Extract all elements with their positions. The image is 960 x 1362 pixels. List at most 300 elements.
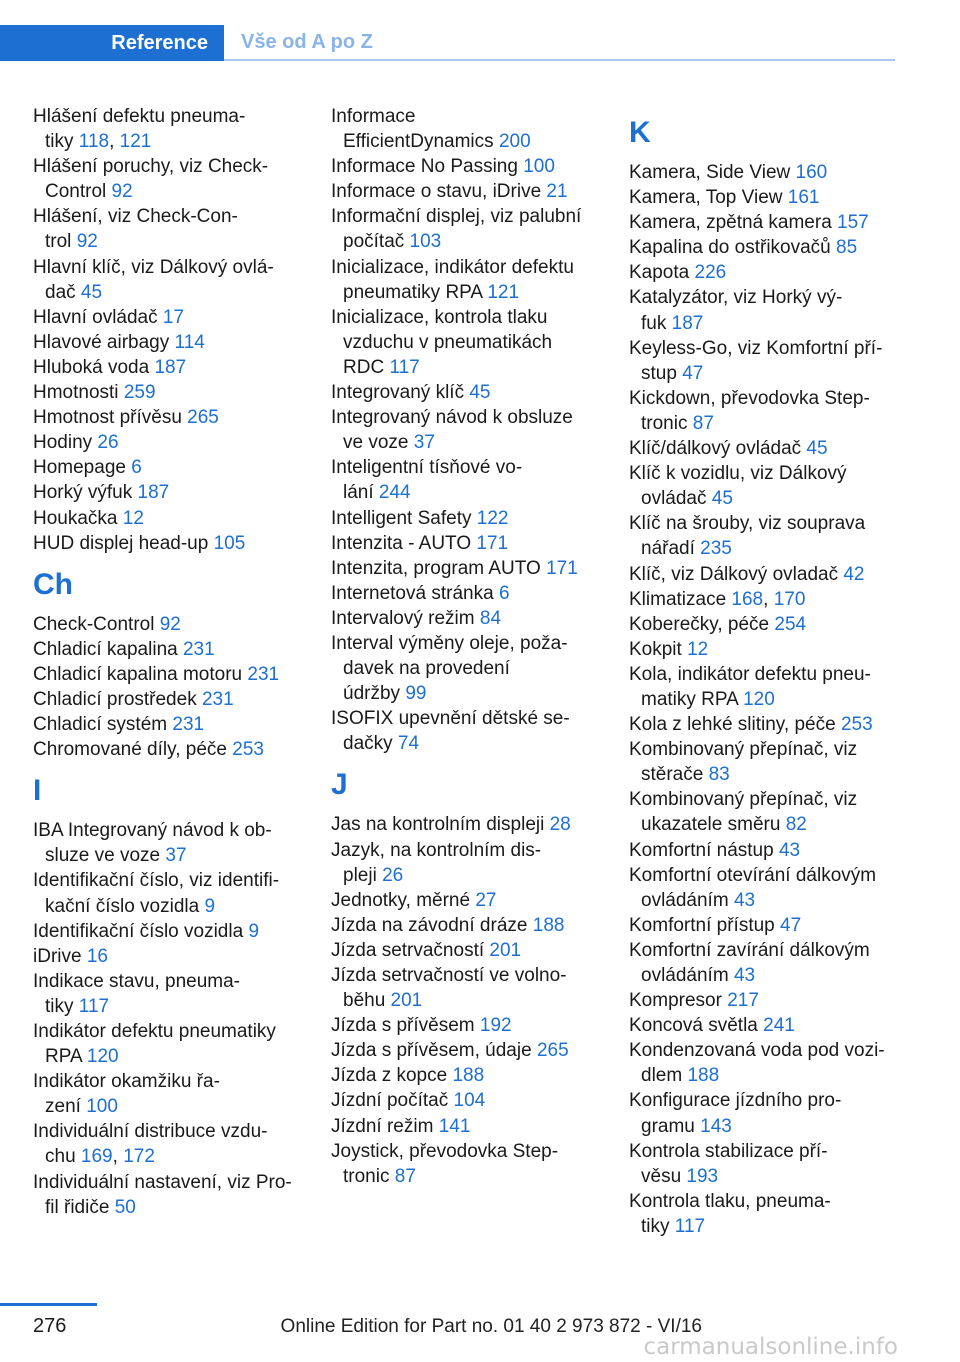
page-reference-link[interactable]: 172	[123, 1146, 155, 1168]
entry-text: běhu	[343, 990, 391, 1012]
entry-text: Houkačka	[33, 507, 123, 529]
entry-text: Hmotnost přívěsu	[33, 407, 188, 429]
page-reference-link[interactable]: 26	[382, 864, 404, 886]
page-reference-link[interactable]: 201	[390, 990, 423, 1012]
page-reference-link[interactable]: 265	[536, 1040, 569, 1062]
page-reference-link[interactable]: 47	[682, 362, 704, 384]
entry-text: věsu	[641, 1165, 687, 1187]
entry-text: Indikátor defektu pneumatiky	[33, 1021, 276, 1042]
page-reference-link[interactable]: 84	[479, 607, 502, 629]
index-entry	[33, 455, 308, 480]
index-entry	[33, 637, 308, 662]
page-reference-link[interactable]: 231	[172, 714, 205, 736]
page-reference-link[interactable]: 170	[773, 588, 806, 610]
entry-text: Hlášení poruchy, viz Check-	[33, 156, 269, 178]
tab-all-a-to-z[interactable]: Vše od A po Z	[224, 25, 895, 61]
entry-text: počítač	[343, 231, 410, 253]
index-entry	[331, 838, 606, 888]
page-reference-link[interactable]: 42	[843, 563, 865, 585]
index-entry	[331, 305, 606, 380]
index-entry	[33, 662, 308, 687]
entry-text: údržby	[343, 683, 406, 705]
edition-note: Online Edition for Part no. 01 40 2 973 872 - VI/16	[280, 1316, 702, 1337]
page-reference-link[interactable]: 45	[469, 382, 491, 404]
entry-text: Jízda s přívěsem	[331, 1015, 480, 1037]
page-reference-link[interactable]: 12	[122, 507, 144, 529]
page-reference-link[interactable]: 241	[763, 1015, 795, 1037]
page-reference-link[interactable]: 16	[86, 945, 108, 967]
page-reference-link[interactable]: 6	[131, 457, 142, 479]
entry-text: Hlavní klíč, viz Dálkový ovlá‐	[33, 256, 274, 278]
index-entry	[629, 913, 899, 938]
index-entry	[33, 405, 308, 430]
section-heading: K	[629, 116, 651, 149]
index-entry	[33, 919, 308, 944]
page-reference-link[interactable]: 244	[378, 482, 411, 504]
entry-text: Informační displej, viz palubní	[331, 206, 582, 228]
page-reference-link[interactable]: 37	[413, 432, 435, 454]
index-entry	[331, 380, 606, 405]
entry-text: Kola z lehké slitiny, péče	[629, 714, 841, 736]
page-reference-link[interactable]: 231	[201, 688, 234, 710]
page-reference-link[interactable]: 43	[733, 889, 756, 911]
page-reference-link[interactable]: 143	[700, 1115, 732, 1137]
page-reference-link[interactable]: 192	[479, 1015, 512, 1037]
page-reference-link[interactable]: 47	[780, 914, 802, 936]
watermark: carmanualsonline.info	[643, 1334, 898, 1360]
index-entry	[629, 461, 899, 511]
entry-text: Kombinovaný přepínač, viz	[629, 789, 858, 811]
page-reference-link[interactable]: 187	[137, 482, 170, 504]
index-entry	[33, 255, 308, 305]
entry-text: fil řidiče	[45, 1196, 115, 1218]
entry-text: Interval výměny oleje, poža‐	[331, 632, 568, 654]
entry-text: Chladicí kapalina motoru	[33, 663, 248, 685]
index-entry	[33, 687, 308, 712]
entry-text: Indikace stavu, pneuma‐	[33, 970, 241, 992]
tab-reference[interactable]: Reference	[0, 25, 224, 61]
entry-text: Jízda s přívěsem, údaje	[331, 1040, 537, 1062]
entry-text: Hlavové airbagy	[33, 331, 175, 353]
page-number: 276	[33, 1315, 67, 1337]
entry-text: Jízdní režim	[331, 1115, 439, 1137]
index-entry	[629, 863, 899, 913]
page-reference-link[interactable]: 193	[686, 1165, 719, 1187]
entry-text: Komfortní přístup	[629, 914, 781, 936]
page-reference-link[interactable]: 12	[687, 638, 709, 660]
entry-text: Kontrola tlaku, pneuma‐	[629, 1190, 831, 1212]
page-reference-link[interactable]: 85	[836, 237, 858, 259]
page-reference-link[interactable]: 114	[174, 331, 205, 353]
index-entry	[331, 1139, 606, 1189]
entry-text: Hluboká voda	[33, 356, 155, 378]
entry-text: Chromované díly, péče	[33, 739, 233, 761]
index-entry	[33, 480, 308, 505]
page-reference-link[interactable]: 92	[159, 613, 181, 635]
page-reference-link[interactable]: 6	[498, 582, 510, 604]
index-column-1	[33, 104, 308, 1220]
index-entry	[33, 612, 308, 637]
entry-text: EfficientDynamics	[343, 131, 499, 153]
index-entry	[33, 430, 308, 455]
index-entry	[331, 204, 606, 254]
page-reference-link[interactable]: 92	[111, 181, 133, 203]
entry-text: Individuální distribuce vzdu‐	[33, 1121, 268, 1143]
entry-text: ukazatele směru	[641, 814, 786, 836]
page-reference-link[interactable]: 50	[114, 1196, 136, 1218]
index-entry	[629, 511, 899, 561]
index-entry	[331, 154, 606, 179]
page-reference-link[interactable]: 187	[154, 356, 187, 378]
entry-text: Intervalový režim	[331, 607, 480, 629]
entry-text: Katalyzátor, viz Horký vý‐	[629, 287, 843, 309]
index-entry	[629, 1038, 899, 1088]
page-reference-link[interactable]: 83	[708, 764, 730, 786]
index-entry	[629, 938, 899, 988]
index-entry	[331, 1114, 606, 1139]
index-entry	[629, 1139, 899, 1189]
index-entry	[331, 812, 606, 837]
entry-text: Kondenzovaná voda pod vozi‐	[629, 1040, 885, 1062]
page-reference-link[interactable]: 43	[733, 965, 756, 986]
index-entry	[629, 612, 899, 637]
index-entry	[331, 506, 606, 531]
page-reference-link[interactable]: 37	[165, 845, 187, 867]
entry-text: stěrače	[641, 764, 709, 786]
index-entry	[33, 355, 308, 380]
index-entry	[331, 938, 606, 963]
page-reference-link[interactable]: 188	[452, 1065, 485, 1087]
entry-text: Chladicí systém	[33, 714, 173, 736]
entry-text: Konfigurace jízdního pro‐	[629, 1090, 842, 1112]
index-entry	[331, 531, 606, 556]
index-entry	[33, 818, 308, 868]
page-reference-link[interactable]: 117	[674, 1215, 706, 1237]
entry-text: Homepage	[33, 457, 132, 479]
entry-text: Jednotky, měrné	[331, 889, 476, 911]
entry-text: Integrovaný návod k obsluze	[331, 407, 573, 429]
entry-text: Komfortní zavírání dálkovým	[629, 939, 870, 961]
page-reference-link[interactable]: 157	[837, 212, 869, 234]
entry-text: Integrovaný klíč	[331, 382, 470, 404]
entry-text: Hodiny	[33, 432, 98, 454]
entry-text: Kickdown, převodovka Step‐	[629, 387, 870, 409]
page-reference-link[interactable]: 259	[123, 382, 156, 404]
index-column-2	[331, 104, 606, 1189]
entry-text: fuk	[641, 312, 672, 334]
index-entry	[629, 336, 899, 386]
entry-text: sluze ve voze	[45, 845, 166, 867]
entry-text: nářadí	[641, 538, 701, 560]
entry-text: Individuální nastavení, viz Pro‐	[33, 1171, 292, 1193]
page-reference-link[interactable]: 92	[76, 231, 98, 253]
entry-text: Hlavní ovládač	[33, 306, 163, 328]
entry-text: Informace	[331, 106, 416, 127]
index-entry	[629, 838, 899, 863]
page-reference-link[interactable]: 188	[532, 914, 565, 936]
entry-text: tiky	[45, 995, 79, 1017]
page-reference-link[interactable]: 169	[80, 1146, 113, 1168]
entry-text: Jízda z kopce	[331, 1065, 453, 1087]
index-entry	[629, 185, 899, 210]
page-reference-link[interactable]: 45	[711, 488, 733, 510]
index-entry	[629, 210, 899, 235]
page-reference-link[interactable]: 87	[394, 1165, 416, 1187]
page-reference-link[interactable]: 99	[405, 683, 427, 705]
page-reference-link[interactable]: 103	[409, 231, 442, 253]
index-entry	[33, 969, 308, 1019]
entry-text: Informace o stavu, iDrive	[331, 181, 547, 203]
entry-text: Komfortní otevírání dálkovým	[629, 864, 877, 886]
entry-text: tronic	[641, 412, 693, 434]
entry-text: lání	[343, 482, 379, 504]
entry-text: Inteligentní tísňové vo‐	[331, 457, 523, 479]
index-entry	[629, 235, 899, 260]
page-reference-link[interactable]: 118	[78, 131, 110, 153]
page-reference-link[interactable]: 187	[671, 312, 704, 334]
page-reference-link[interactable]: 120	[743, 688, 775, 710]
entry-text: trol	[45, 231, 77, 253]
index-entry	[33, 1170, 308, 1220]
entry-text: tiky	[641, 1215, 675, 1237]
index-entry	[629, 285, 899, 335]
entry-text: Hlášení, viz Check-Con‐	[33, 206, 238, 228]
index-entry	[629, 562, 899, 587]
index-column-3	[629, 104, 899, 1239]
entry-text: Koncová světla	[629, 1015, 764, 1037]
page-reference-link[interactable]: 160	[795, 162, 828, 183]
entry-text: ovládáním	[641, 889, 734, 911]
page-reference-link[interactable]: 201	[489, 939, 522, 961]
page-reference-link[interactable]: 117	[78, 995, 110, 1017]
page-reference-link[interactable]: 87	[692, 412, 714, 434]
entry-text: Inicializace, indikátor defektu	[331, 256, 574, 278]
entry-text: ISOFIX upevnění dětské se‐	[331, 708, 570, 730]
section-heading: J	[331, 768, 348, 802]
index-entry	[629, 712, 899, 737]
page-reference-link[interactable]: 9	[204, 895, 216, 917]
page-reference-link[interactable]: 104	[453, 1090, 486, 1112]
entry-text: Chladicí prostředek	[33, 688, 202, 710]
index-entry	[629, 787, 899, 837]
entry-text: RDC	[343, 356, 390, 378]
entry-text: Jízda na závodní dráze	[331, 914, 533, 936]
page-reference-link[interactable]: 253	[840, 714, 873, 736]
entry-text: Kompresor	[629, 990, 728, 1012]
page-reference-link[interactable]: 226	[694, 262, 727, 284]
entry-text: tronic	[343, 1165, 395, 1187]
entry-text: Kamera, Side View	[629, 162, 796, 183]
entry-text: ve voze	[343, 432, 414, 454]
page-reference-link[interactable]: 82	[785, 814, 807, 836]
index-entry	[629, 737, 899, 787]
index-entry	[331, 1013, 606, 1038]
entry-text: gramu	[641, 1115, 701, 1137]
entry-text: pneumatiky RPA	[343, 281, 488, 303]
page-reference-link[interactable]: 235	[700, 538, 732, 560]
page-reference-link[interactable]: 121	[119, 131, 152, 153]
entry-text: Kamera, zpětná kamera	[629, 212, 838, 234]
page-reference-link[interactable]: 122	[476, 507, 509, 529]
index-entry	[629, 160, 899, 185]
index-entry	[33, 305, 308, 330]
page-reference-link[interactable]: 26	[97, 432, 119, 454]
page-reference-link[interactable]: 27	[475, 889, 497, 911]
page-reference-link[interactable]: 121	[487, 281, 520, 303]
index-entry	[33, 737, 308, 762]
index-entry	[33, 154, 308, 204]
entry-text: Identifikační číslo, viz identifi‐	[33, 870, 280, 892]
entry-text: pleji	[343, 864, 383, 886]
page-reference-link[interactable]: 45	[80, 281, 103, 303]
entry-text: RPA	[45, 1046, 87, 1068]
index-entry	[331, 913, 606, 938]
index-entry	[331, 405, 606, 455]
page-reference-link[interactable]: 105	[213, 532, 246, 554]
entry-text: Horký výfuk	[33, 482, 138, 504]
entry-text: Hmotnosti	[33, 382, 124, 404]
entry-text: Klíč/dálkový ovládač	[629, 438, 807, 460]
index-entry	[331, 1038, 606, 1063]
entry-text: Chladicí kapalina	[33, 638, 183, 660]
page-reference-link[interactable]: 168	[731, 588, 764, 610]
entry-text: Klíč k vozidlu, viz Dálkový	[629, 463, 847, 485]
entry-text: IBA Integrovaný návod k ob‐	[33, 820, 272, 842]
index-entry	[33, 204, 308, 254]
entry-text: Koberečky, péče	[629, 613, 775, 635]
entry-text: Jízda setrvačností	[331, 939, 490, 961]
index-entry	[33, 712, 308, 737]
index-entry	[33, 868, 308, 918]
index-entry	[331, 888, 606, 913]
page-reference-link[interactable]: 100	[86, 1096, 118, 1118]
page-reference-link[interactable]: 200	[498, 131, 531, 153]
page-reference-link[interactable]: 43	[778, 839, 801, 861]
index-entry: Hlášení defektu pneuma‐ tiky 118, 121	[33, 106, 246, 153]
entry-text: Control	[45, 181, 112, 203]
index-entry: Klimatizace 168, 170	[629, 588, 806, 610]
entry-text: Internetová stránka	[331, 582, 499, 604]
page-reference-link[interactable]: 254	[774, 613, 807, 635]
index-entry	[331, 581, 606, 606]
entry-text: Klíč, viz Dálkový ovladač	[629, 563, 844, 585]
page-reference-link[interactable]: 17	[162, 306, 185, 328]
index-entry	[629, 260, 899, 285]
page-reference-link[interactable]: 171	[546, 557, 578, 579]
section-heading: I	[33, 774, 42, 808]
footer-rule	[0, 1303, 97, 1306]
index-entry	[331, 179, 606, 204]
entry-text: HUD displej head-up	[33, 532, 214, 554]
page-reference-link[interactable]: 188	[687, 1065, 720, 1087]
entry-text: Jazyk, na kontrolním dis‐	[331, 839, 542, 861]
entry-text: ovládač	[641, 488, 712, 510]
section-heading: Ch	[33, 567, 73, 601]
page-reference-link[interactable]: 231	[182, 638, 215, 660]
entry-text: iDrive	[33, 945, 87, 967]
page-reference-link[interactable]: 117	[389, 356, 420, 378]
index-entry	[629, 988, 899, 1013]
index-entry	[33, 330, 308, 355]
index-entry	[629, 436, 899, 461]
entry-text: ovládáním	[641, 965, 734, 986]
entry-text: Check-Control	[33, 613, 160, 635]
index-entry	[331, 706, 606, 756]
entry-text: Kokpit	[629, 638, 688, 660]
index-entry	[331, 255, 606, 305]
entry-text: Identifikační číslo vozidla	[33, 920, 249, 942]
index-entry	[331, 631, 606, 706]
entry-text: Jas na kontrolním displeji	[331, 814, 550, 836]
page-reference-link[interactable]: 217	[727, 990, 759, 1012]
index-entry	[33, 944, 308, 969]
entry-text: Kontrola stabilizace pří‐	[629, 1140, 828, 1162]
page-reference-link[interactable]: 74	[397, 733, 420, 755]
index-entry	[629, 1189, 899, 1239]
index-entry	[331, 556, 606, 581]
page-reference-link[interactable]: 9	[248, 920, 260, 942]
entry-text: chu	[45, 1146, 81, 1168]
page-reference-link[interactable]: 100	[523, 156, 555, 178]
entry-text: kační číslo vozidla	[45, 895, 205, 917]
index-entry	[331, 1088, 606, 1113]
index-entry	[33, 531, 308, 556]
entry-text: matiky RPA	[641, 688, 744, 710]
entry-text: davek na provedení	[343, 658, 510, 680]
index-entry	[33, 380, 308, 405]
entry-text: Intenzita, program AUTO	[331, 557, 547, 579]
entry-text: dač	[45, 281, 81, 303]
entry-text: Inicializace, kontrola tlaku	[331, 306, 548, 328]
entry-text: stup	[641, 362, 683, 384]
page-reference-link[interactable]: 28	[549, 814, 571, 836]
page-reference-link[interactable]: 253	[232, 739, 264, 761]
entry-text: Klíč na šrouby, viz souprava	[629, 513, 866, 535]
index-entry	[331, 606, 606, 631]
index-entry	[33, 1069, 308, 1119]
entry-text: Kombinovaný přepínač, viz	[629, 739, 858, 761]
index-entry	[629, 1088, 899, 1138]
entry-text: Klimatizace	[629, 588, 732, 610]
entry-text: Kapota	[629, 262, 695, 284]
entry-text: tiky	[45, 131, 79, 153]
index-entry	[629, 1013, 899, 1038]
entry-text: Hlášení defektu pneuma‐	[33, 106, 246, 127]
index-entry: Individuální distribuce vzdu‐ chu 169, 172	[33, 1121, 268, 1168]
entry-text: zení	[45, 1096, 87, 1118]
page-reference-link[interactable]: 45	[806, 438, 828, 460]
index-entry	[33, 1019, 308, 1069]
index-entry	[629, 386, 899, 436]
page-reference-link[interactable]: 171	[476, 532, 509, 554]
page-reference-link[interactable]: 265	[187, 407, 219, 429]
entry-text: Kapalina do ostřikovačů	[629, 237, 837, 259]
entry-text: Jízdní počítač	[331, 1090, 454, 1112]
page-reference-link[interactable]: 231	[247, 663, 280, 685]
index-entry	[629, 637, 899, 662]
entry-text: dačky	[343, 733, 398, 755]
entry-text: Intenzita - AUTO	[331, 532, 477, 554]
index-entry	[629, 662, 899, 712]
page-reference-link[interactable]: 161	[787, 187, 820, 209]
page-reference-link[interactable]: 21	[546, 181, 568, 203]
entry-text: Intelligent Safety	[331, 507, 477, 529]
index-entry	[331, 1063, 606, 1088]
page-reference-link[interactable]: 120	[86, 1046, 119, 1068]
entry-text: Indikátor okamžiku řa‐	[33, 1071, 220, 1093]
entry-text: Jízda setrvačností ve volno‐	[331, 965, 567, 986]
page-reference-link[interactable]: 141	[438, 1115, 471, 1137]
